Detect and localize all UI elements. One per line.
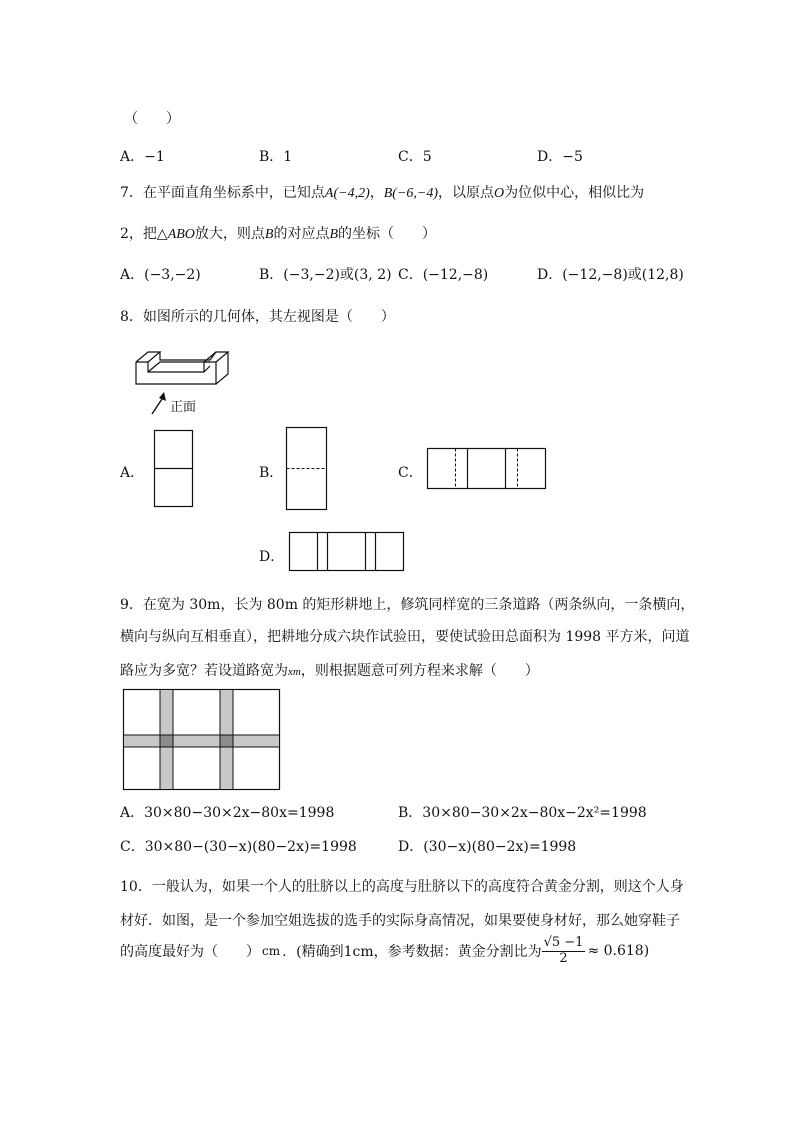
q9-option-d: D．(30−x)(80−2x)=1998 xyxy=(398,839,577,855)
q7-text-e: 放大，则点 xyxy=(194,226,265,242)
golden-ratio-fraction xyxy=(542,936,586,967)
q9-variable: xm xyxy=(288,666,301,678)
q7-point-b: B(−6,−4) xyxy=(383,186,439,201)
q9-stem-line2: 横向与纵向互相垂直），把耕地分成六块作试验田，要使试验田总面积为 1998 平方米，问道 xyxy=(120,629,690,645)
q8-option-a-label: A． xyxy=(120,465,145,481)
q8-option-c-label: C． xyxy=(398,465,423,481)
golden-ratio-numerator: √5 −1 xyxy=(543,934,584,950)
q8-option-d-figure xyxy=(289,532,407,574)
golden-ratio-denominator: 2 xyxy=(559,950,568,966)
q8-option-b-figure xyxy=(286,427,330,513)
q8-option-b-label: B． xyxy=(259,465,284,481)
q7-text-d: 2，把△ xyxy=(120,226,168,242)
q8-front-label: 正面 xyxy=(170,400,197,415)
q7-text-f: 的对应点 xyxy=(273,226,330,242)
q9-text-b: ，则根据题意可列方程来求解（ ） xyxy=(300,663,539,679)
q6-option-a: A．−1 xyxy=(120,149,165,165)
q7-text-c: 为位似中心，相似比为 xyxy=(504,185,645,201)
q7-origin: O xyxy=(494,186,505,201)
q7-point-a: A(−4,2) xyxy=(324,186,370,201)
q10-unit: cm xyxy=(262,944,281,958)
q6-option-c: C．5 xyxy=(398,149,432,165)
q8-option-a-figure xyxy=(154,430,196,510)
q8-stem: 8．如图所示的几何体，其左视图是（ ） xyxy=(120,309,395,325)
q6-option-b: B．1 xyxy=(259,149,293,165)
q9-stem-line3 xyxy=(120,660,539,680)
q9-option-c: C．30×80−(30−x)(80−2x)=1998 xyxy=(120,839,357,855)
q6-option-d: D．−5 xyxy=(537,149,583,165)
q7-triangle: ABO xyxy=(167,227,195,242)
q9-field-diagram xyxy=(123,689,285,795)
q10-stem-line3 xyxy=(120,934,649,968)
q9-option-b: B．30×80−30×2x−80x−2x²=1998 xyxy=(398,805,647,821)
q10-text-b: ．(精确到1cm，参考数据：黄金分割比为 xyxy=(282,944,542,960)
q7-stem-line1 xyxy=(120,182,644,202)
q9-stem-line1: 9．在宽为 30m，长为 80m 的矩形耕地上，修筑同样宽的三条道路（两条纵向，一条横向， xyxy=(120,597,695,613)
q8-option-d-label: D． xyxy=(259,549,285,565)
q7-text-b: ，以原点 xyxy=(438,185,495,201)
q7-option-b: B．(−3,−2)或(3, 2) xyxy=(259,267,392,283)
q6-answer-paren: （ ） xyxy=(124,111,180,127)
q9-text-a: 路应为多宽？若设道路宽为 xyxy=(120,663,288,679)
q7-point-b-ref: B xyxy=(264,227,274,242)
q7-separator: ， xyxy=(369,185,384,201)
q10-stem-line1: 10．一般认为，如果一个人的肚脐以上的高度与肚脐以下的高度符合黄金分割，则这个人身 xyxy=(120,879,684,895)
q10-stem-line2: 材好．如图，是一个参加空姐选拔的选手的实际身高情况，如果要使身材好，那么她穿鞋子 xyxy=(120,913,680,929)
q7-point-b-image: B xyxy=(329,227,339,242)
q9-option-a: A．30×80−30×2x−80x=1998 xyxy=(120,805,335,821)
q7-option-a: A．(−3,−2) xyxy=(120,267,201,283)
q7-text-g: 的坐标（ ） xyxy=(338,226,437,242)
q7-option-d: D．(−12,−8)或(12,8) xyxy=(537,267,684,283)
q10-text-a: 的高度最好为（ ） xyxy=(120,944,260,960)
q7-option-c: C．(−12,−8) xyxy=(398,267,489,283)
q7-stem-line2 xyxy=(120,223,436,243)
q10-text-c: ≈ 0.618) xyxy=(587,943,650,959)
q7-text-a: 7．在平面直角坐标系中，已知点 xyxy=(120,185,325,201)
q8-option-c-figure xyxy=(427,448,549,492)
